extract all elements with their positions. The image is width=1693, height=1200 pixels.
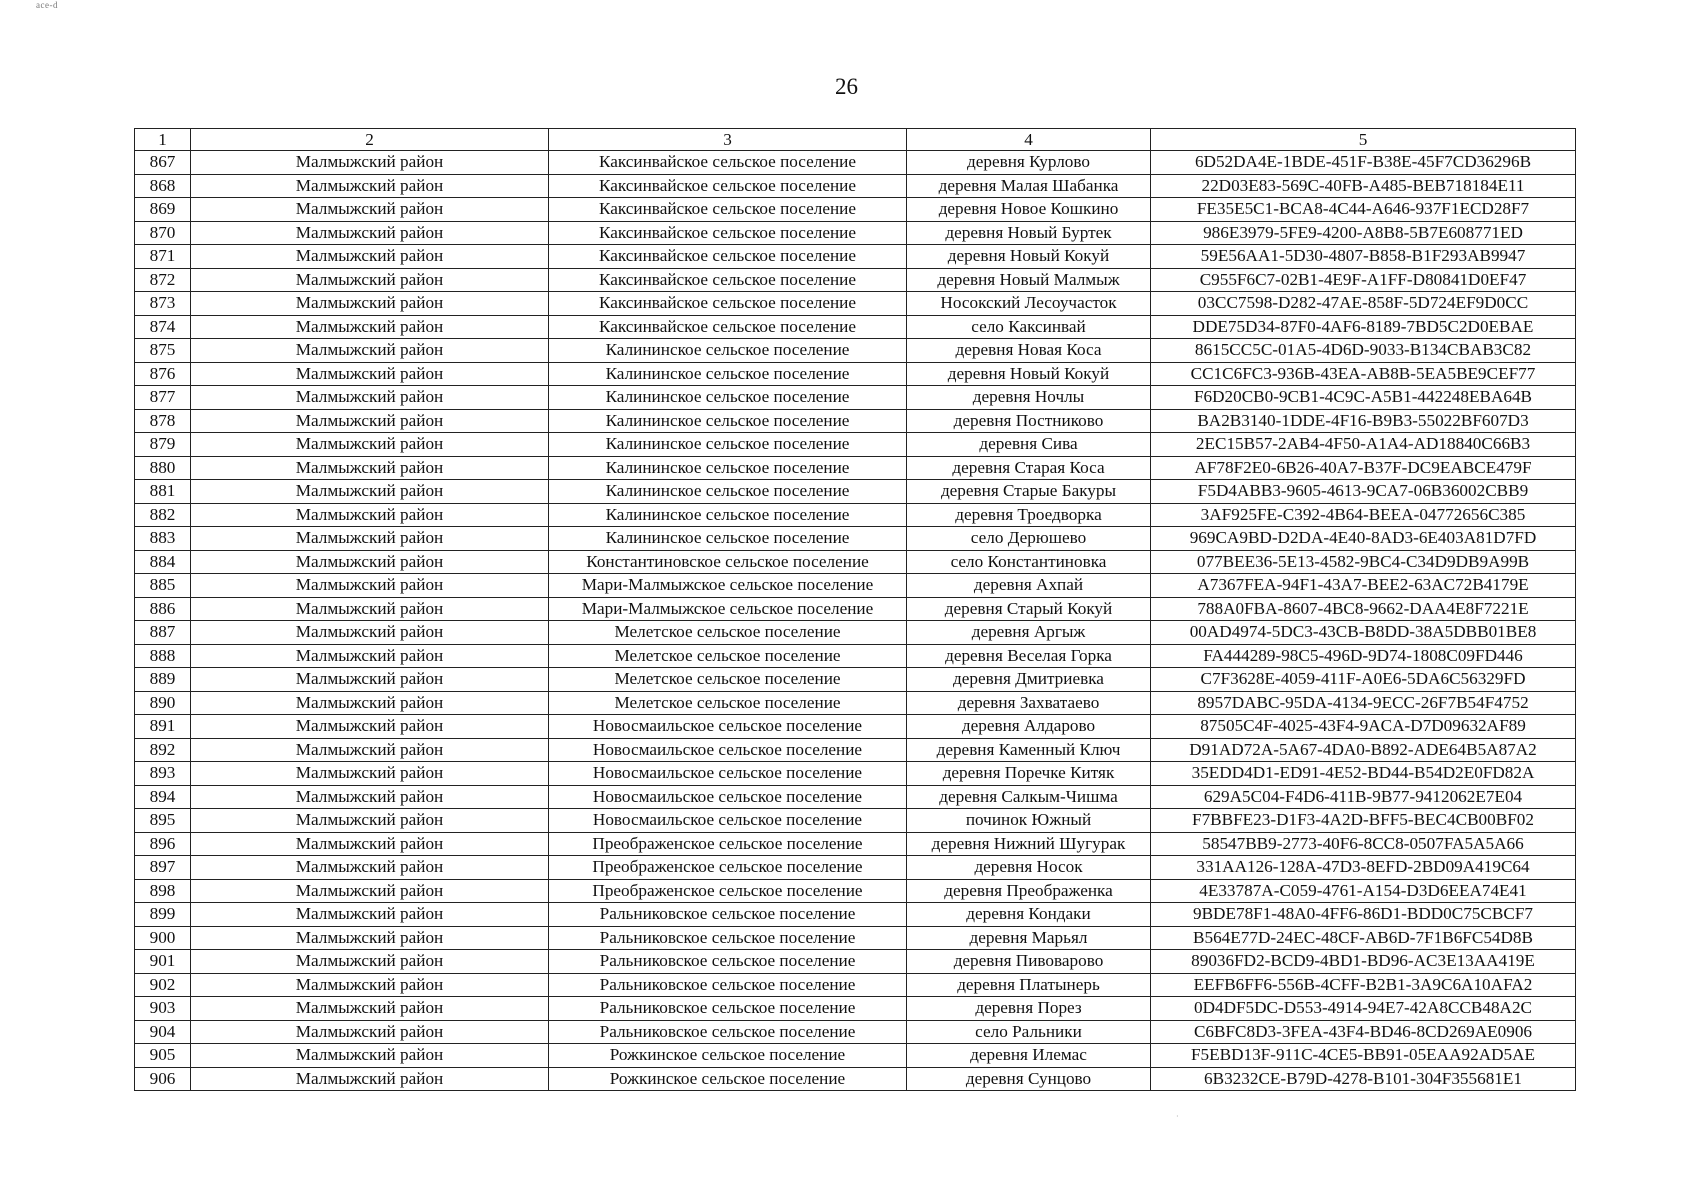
locality-cell: деревня Старые Бакуры <box>907 480 1151 504</box>
locality-cell: деревня Новый Кокуй <box>907 245 1151 269</box>
row-number-cell: 894 <box>135 785 191 809</box>
locality-cell: село Ральники <box>907 1020 1151 1044</box>
row-number-cell: 902 <box>135 973 191 997</box>
table-header <box>135 129 1576 151</box>
settlement-cell: Калининское сельское поселение <box>549 503 907 527</box>
guid-cell: F5EBD13F-911C-4CE5-BB91-05EAA92AD5AE <box>1151 1044 1576 1068</box>
district-cell: Малмыжский район <box>191 268 549 292</box>
row-number-cell: 890 <box>135 691 191 715</box>
settlement-cell: Каксинвайское сельское поселение <box>549 245 907 269</box>
district-cell: Малмыжский район <box>191 668 549 692</box>
table-row <box>135 785 1576 809</box>
settlement-cell: Каксинвайское сельское поселение <box>549 221 907 245</box>
row-number-cell: 888 <box>135 644 191 668</box>
row-number-cell: 896 <box>135 832 191 856</box>
locality-cell: починок Южный <box>907 809 1151 833</box>
guid-cell: 87505C4F-4025-43F4-9ACA-D7D09632AF89 <box>1151 715 1576 739</box>
locality-cell: Носокский Лесоучасток <box>907 292 1151 316</box>
locality-cell: деревня Сива <box>907 433 1151 457</box>
district-cell: Малмыжский район <box>191 151 549 175</box>
guid-cell: 629A5C04-F4D6-411B-9B77-9412062E7E04 <box>1151 785 1576 809</box>
district-cell: Малмыжский район <box>191 221 549 245</box>
guid-cell: C7F3628E-4059-411F-A0E6-5DA6C56329FD <box>1151 668 1576 692</box>
table-row <box>135 268 1576 292</box>
table-row <box>135 339 1576 363</box>
locality-cell: деревня Носок <box>907 856 1151 880</box>
locality-cell: деревня Ночлы <box>907 386 1151 410</box>
district-cell: Малмыжский район <box>191 527 549 551</box>
locality-cell: деревня Малая Шабанка <box>907 174 1151 198</box>
district-cell: Малмыжский район <box>191 339 549 363</box>
table-row <box>135 151 1576 175</box>
row-number-cell: 905 <box>135 1044 191 1068</box>
row-number-cell: 877 <box>135 386 191 410</box>
locality-cell: деревня Алдарово <box>907 715 1151 739</box>
settlement-cell: Калининское сельское поселение <box>549 409 907 433</box>
locality-cell: деревня Платынерь <box>907 973 1151 997</box>
table-row <box>135 480 1576 504</box>
row-number-cell: 884 <box>135 550 191 574</box>
settlement-cell: Калининское сельское поселение <box>549 456 907 480</box>
table-row <box>135 245 1576 269</box>
guid-cell: F6D20CB0-9CB1-4C9C-A5B1-442248EBA64B <box>1151 386 1576 410</box>
district-cell: Малмыжский район <box>191 973 549 997</box>
table-row <box>135 856 1576 880</box>
row-number-cell: 883 <box>135 527 191 551</box>
table-row <box>135 621 1576 645</box>
settlement-cell: Ральниковское сельское поселение <box>549 950 907 974</box>
row-number-cell: 891 <box>135 715 191 739</box>
guid-cell: 3AF925FE-C392-4B64-BEEA-04772656C385 <box>1151 503 1576 527</box>
locality-cell: деревня Аргыж <box>907 621 1151 645</box>
guid-cell: 59E56AA1-5D30-4807-B858-B1F293AB9947 <box>1151 245 1576 269</box>
settlement-cell: Рожкинское сельское поселение <box>549 1044 907 1068</box>
row-number-cell: 875 <box>135 339 191 363</box>
column-header-4: 4 <box>907 129 1151 151</box>
guid-cell: D91AD72A-5A67-4DA0-B892-ADE64B5A87A2 <box>1151 738 1576 762</box>
district-cell: Малмыжский район <box>191 1020 549 1044</box>
guid-cell: 58547BB9-2773-40F6-8CC8-0507FA5A5A66 <box>1151 832 1576 856</box>
district-cell: Малмыжский район <box>191 433 549 457</box>
guid-cell: DDE75D34-87F0-4AF6-8189-7BD5C2D0EBAE <box>1151 315 1576 339</box>
table-row <box>135 644 1576 668</box>
table-row <box>135 597 1576 621</box>
locality-cell: деревня Марьял <box>907 926 1151 950</box>
guid-cell: 89036FD2-BCD9-4BD1-BD96-AC3E13AA419E <box>1151 950 1576 974</box>
guid-cell: AF78F2E0-6B26-40A7-B37F-DC9EABCE479F <box>1151 456 1576 480</box>
locality-cell: деревня Поречке Китяк <box>907 762 1151 786</box>
table-row <box>135 574 1576 598</box>
district-cell: Малмыжский район <box>191 1067 549 1091</box>
district-cell: Малмыжский район <box>191 597 549 621</box>
settlement-cell: Константиновское сельское поселение <box>549 550 907 574</box>
locality-cell: село Константиновка <box>907 550 1151 574</box>
locality-cell: деревня Нижний Шугурак <box>907 832 1151 856</box>
table-row <box>135 503 1576 527</box>
row-number-cell: 899 <box>135 903 191 927</box>
guid-cell: 6D52DA4E-1BDE-451F-B38E-45F7CD36296B <box>1151 151 1576 175</box>
district-cell: Малмыжский район <box>191 809 549 833</box>
settlement-cell: Мелетское сельское поселение <box>549 691 907 715</box>
row-number-cell: 889 <box>135 668 191 692</box>
district-cell: Малмыжский район <box>191 315 549 339</box>
district-cell: Малмыжский район <box>191 644 549 668</box>
settlement-cell: Мелетское сельское поселение <box>549 644 907 668</box>
locality-cell: деревня Новое Кошкино <box>907 198 1151 222</box>
table-row <box>135 1020 1576 1044</box>
district-cell: Малмыжский район <box>191 856 549 880</box>
table-row <box>135 409 1576 433</box>
settlement-cell: Ральниковское сельское поселение <box>549 1020 907 1044</box>
row-number-cell: 887 <box>135 621 191 645</box>
table-row <box>135 362 1576 386</box>
guid-cell: B564E77D-24EC-48CF-AB6D-7F1B6FC54D8B <box>1151 926 1576 950</box>
guid-cell: 077BEE36-5E13-4582-9BC4-C34D9DB9A99B <box>1151 550 1576 574</box>
table-row <box>135 386 1576 410</box>
guid-cell: 03CC7598-D282-47AE-858F-5D724EF9D0CC <box>1151 292 1576 316</box>
row-number-cell: 881 <box>135 480 191 504</box>
district-cell: Малмыжский район <box>191 903 549 927</box>
guid-cell: C6BFC8D3-3FEA-43F4-BD46-8CD269AE0906 <box>1151 1020 1576 1044</box>
table-row <box>135 198 1576 222</box>
table-row <box>135 879 1576 903</box>
row-number-cell: 898 <box>135 879 191 903</box>
table-row <box>135 809 1576 833</box>
settlements-table <box>134 128 1576 1091</box>
column-header-1: 1 <box>135 129 191 151</box>
row-number-cell: 880 <box>135 456 191 480</box>
locality-cell: деревня Порез <box>907 997 1151 1021</box>
locality-cell: село Дерюшево <box>907 527 1151 551</box>
locality-cell: деревня Каменный Ключ <box>907 738 1151 762</box>
settlement-cell: Новосмаильское сельское поселение <box>549 762 907 786</box>
settlement-cell: Рожкинское сельское поселение <box>549 1067 907 1091</box>
district-cell: Малмыжский район <box>191 832 549 856</box>
guid-cell: A7367FEA-94F1-43A7-BEE2-63AC72B4179E <box>1151 574 1576 598</box>
district-cell: Малмыжский район <box>191 926 549 950</box>
settlement-cell: Новосмаильское сельское поселение <box>549 809 907 833</box>
settlement-cell: Каксинвайское сельское поселение <box>549 268 907 292</box>
guid-cell: F7BBFE23-D1F3-4A2D-BFF5-BEC4CB00BF02 <box>1151 809 1576 833</box>
row-number-cell: 904 <box>135 1020 191 1044</box>
row-number-cell: 892 <box>135 738 191 762</box>
locality-cell: деревня Веселая Горка <box>907 644 1151 668</box>
table-row <box>135 997 1576 1021</box>
locality-cell: деревня Старая Коса <box>907 456 1151 480</box>
scan-dot: · <box>1176 1112 1179 1121</box>
guid-cell: 4E33787A-C059-4761-A154-D3D6EEA74E41 <box>1151 879 1576 903</box>
table-row <box>135 903 1576 927</box>
table-row <box>135 527 1576 551</box>
guid-cell: BA2B3140-1DDE-4F16-B9B3-55022BF607D3 <box>1151 409 1576 433</box>
locality-cell: деревня Пивоварово <box>907 950 1151 974</box>
district-cell: Малмыжский район <box>191 691 549 715</box>
row-number-cell: 897 <box>135 856 191 880</box>
table-row <box>135 433 1576 457</box>
district-cell: Малмыжский район <box>191 386 549 410</box>
row-number-cell: 886 <box>135 597 191 621</box>
settlement-cell: Мари-Малмыжское сельское поселение <box>549 574 907 598</box>
guid-cell: FE35E5C1-BCA8-4C44-A646-937F1ECD28F7 <box>1151 198 1576 222</box>
settlement-cell: Ральниковское сельское поселение <box>549 926 907 950</box>
district-cell: Малмыжский район <box>191 480 549 504</box>
guid-cell: 00AD4974-5DC3-43CB-B8DD-38A5DBB01BE8 <box>1151 621 1576 645</box>
guid-cell: CC1C6FC3-936B-43EA-AB8B-5EA5BE9CEF77 <box>1151 362 1576 386</box>
guid-cell: 2EC15B57-2AB4-4F50-A1A4-AD18840C66B3 <box>1151 433 1576 457</box>
district-cell: Малмыжский район <box>191 621 549 645</box>
district-cell: Малмыжский район <box>191 245 549 269</box>
settlement-cell: Мелетское сельское поселение <box>549 668 907 692</box>
settlement-cell: Калининское сельское поселение <box>549 480 907 504</box>
guid-cell: 9BDE78F1-48A0-4FF6-86D1-BDD0C75CBCF7 <box>1151 903 1576 927</box>
locality-cell: село Каксинвай <box>907 315 1151 339</box>
table-row <box>135 738 1576 762</box>
district-cell: Малмыжский район <box>191 456 549 480</box>
guid-cell: F5D4ABB3-9605-4613-9CA7-06B36002CBB9 <box>1151 480 1576 504</box>
locality-cell: деревня Новый Малмыж <box>907 268 1151 292</box>
row-number-cell: 873 <box>135 292 191 316</box>
district-cell: Малмыжский район <box>191 574 549 598</box>
district-cell: Малмыжский район <box>191 550 549 574</box>
settlement-cell: Ральниковское сельское поселение <box>549 903 907 927</box>
settlement-cell: Калининское сельское поселение <box>549 339 907 363</box>
table-row <box>135 950 1576 974</box>
settlement-cell: Мелетское сельское поселение <box>549 621 907 645</box>
settlement-cell: Калининское сельское поселение <box>549 433 907 457</box>
row-number-cell: 869 <box>135 198 191 222</box>
district-cell: Малмыжский район <box>191 198 549 222</box>
guid-cell: FA444289-98C5-496D-9D74-1808C09FD446 <box>1151 644 1576 668</box>
district-cell: Малмыжский район <box>191 1044 549 1068</box>
table-row <box>135 315 1576 339</box>
table-row <box>135 1044 1576 1068</box>
district-cell: Малмыжский район <box>191 997 549 1021</box>
district-cell: Малмыжский район <box>191 762 549 786</box>
settlement-cell: Преображенское сельское поселение <box>549 879 907 903</box>
guid-cell: 6B3232CE-B79D-4278-B101-304F355681E1 <box>1151 1067 1576 1091</box>
table-row <box>135 668 1576 692</box>
locality-cell: деревня Захватаево <box>907 691 1151 715</box>
guid-cell: C955F6C7-02B1-4E9F-A1FF-D80841D0EF47 <box>1151 268 1576 292</box>
table-row <box>135 292 1576 316</box>
locality-cell: деревня Постниково <box>907 409 1151 433</box>
settlement-cell: Калининское сельское поселение <box>549 362 907 386</box>
row-number-cell: 874 <box>135 315 191 339</box>
guid-cell: 8615CC5C-01A5-4D6D-9033-B134CBAB3C82 <box>1151 339 1576 363</box>
table-row <box>135 1067 1576 1091</box>
row-number-cell: 885 <box>135 574 191 598</box>
header-row <box>135 129 1576 151</box>
district-cell: Малмыжский район <box>191 738 549 762</box>
column-header-5: 5 <box>1151 129 1576 151</box>
page-number: 26 <box>835 74 858 99</box>
guid-cell: 969CA9BD-D2DA-4E40-8AD3-6E403A81D7FD <box>1151 527 1576 551</box>
settlement-cell: Преображенское сельское поселение <box>549 832 907 856</box>
settlement-cell: Калининское сельское поселение <box>549 527 907 551</box>
guid-cell: 986E3979-5FE9-4200-A8B8-5B7E608771ED <box>1151 221 1576 245</box>
district-cell: Малмыжский район <box>191 879 549 903</box>
table-row <box>135 762 1576 786</box>
district-cell: Малмыжский район <box>191 785 549 809</box>
table-row <box>135 715 1576 739</box>
district-cell: Малмыжский район <box>191 292 549 316</box>
locality-cell: деревня Сунцово <box>907 1067 1151 1091</box>
settlement-cell: Мари-Малмыжское сельское поселение <box>549 597 907 621</box>
locality-cell: деревня Кондаки <box>907 903 1151 927</box>
row-number-cell: 867 <box>135 151 191 175</box>
row-number-cell: 876 <box>135 362 191 386</box>
table-body <box>135 151 1576 1091</box>
settlement-cell: Ральниковское сельское поселение <box>549 997 907 1021</box>
column-header-3: 3 <box>549 129 907 151</box>
guid-cell: 331AA126-128A-47D3-8EFD-2BD09A419C64 <box>1151 856 1576 880</box>
row-number-cell: 871 <box>135 245 191 269</box>
table-row <box>135 456 1576 480</box>
locality-cell: деревня Новый Кокуй <box>907 362 1151 386</box>
row-number-cell: 906 <box>135 1067 191 1091</box>
column-header-2: 2 <box>191 129 549 151</box>
table-row <box>135 550 1576 574</box>
guid-cell: 0D4DF5DC-D553-4914-94E7-42A8CCB48A2C <box>1151 997 1576 1021</box>
locality-cell: деревня Преображенка <box>907 879 1151 903</box>
table-row <box>135 691 1576 715</box>
guid-cell: 8957DABC-95DA-4134-9ECC-26F7B54F4752 <box>1151 691 1576 715</box>
settlement-cell: Преображенское сельское поселение <box>549 856 907 880</box>
guid-cell: 22D03E83-569C-40FB-A485-BEB718184E11 <box>1151 174 1576 198</box>
locality-cell: деревня Новый Буртек <box>907 221 1151 245</box>
district-cell: Малмыжский район <box>191 715 549 739</box>
settlement-cell: Каксинвайское сельское поселение <box>549 151 907 175</box>
locality-cell: деревня Салкым-Чишма <box>907 785 1151 809</box>
locality-cell: деревня Ахпай <box>907 574 1151 598</box>
settlement-cell: Ральниковское сельское поселение <box>549 973 907 997</box>
settlement-cell: Каксинвайское сельское поселение <box>549 315 907 339</box>
settlement-cell: Каксинвайское сельское поселение <box>549 174 907 198</box>
district-cell: Малмыжский район <box>191 174 549 198</box>
guid-cell: 788A0FBA-8607-4BC8-9662-DAA4E8F7221E <box>1151 597 1576 621</box>
locality-cell: деревня Старый Кокуй <box>907 597 1151 621</box>
row-number-cell: 870 <box>135 221 191 245</box>
settlement-cell: Калининское сельское поселение <box>549 386 907 410</box>
district-cell: Малмыжский район <box>191 503 549 527</box>
row-number-cell: 872 <box>135 268 191 292</box>
table-row <box>135 926 1576 950</box>
settlement-cell: Новосмаильское сельское поселение <box>549 785 907 809</box>
settlement-cell: Новосмаильское сельское поселение <box>549 715 907 739</box>
row-number-cell: 901 <box>135 950 191 974</box>
row-number-cell: 900 <box>135 926 191 950</box>
guid-cell: EEFB6FF6-556B-4CFF-B2B1-3A9C6A10AFA2 <box>1151 973 1576 997</box>
table-row <box>135 973 1576 997</box>
corner-mark: ace-d <box>36 0 58 10</box>
row-number-cell: 895 <box>135 809 191 833</box>
locality-cell: деревня Дмитриевка <box>907 668 1151 692</box>
table-row <box>135 174 1576 198</box>
district-cell: Малмыжский район <box>191 362 549 386</box>
settlement-cell: Каксинвайское сельское поселение <box>549 292 907 316</box>
guid-cell: 35EDD4D1-ED91-4E52-BD44-B54D2E0FD82A <box>1151 762 1576 786</box>
row-number-cell: 903 <box>135 997 191 1021</box>
table-row <box>135 221 1576 245</box>
district-cell: Малмыжский район <box>191 409 549 433</box>
locality-cell: деревня Илемас <box>907 1044 1151 1068</box>
row-number-cell: 879 <box>135 433 191 457</box>
locality-cell: деревня Троедворка <box>907 503 1151 527</box>
row-number-cell: 893 <box>135 762 191 786</box>
table-row <box>135 832 1576 856</box>
row-number-cell: 868 <box>135 174 191 198</box>
settlement-cell: Каксинвайское сельское поселение <box>549 198 907 222</box>
settlement-cell: Новосмаильское сельское поселение <box>549 738 907 762</box>
locality-cell: деревня Курлово <box>907 151 1151 175</box>
row-number-cell: 878 <box>135 409 191 433</box>
district-cell: Малмыжский район <box>191 950 549 974</box>
locality-cell: деревня Новая Коса <box>907 339 1151 363</box>
row-number-cell: 882 <box>135 503 191 527</box>
